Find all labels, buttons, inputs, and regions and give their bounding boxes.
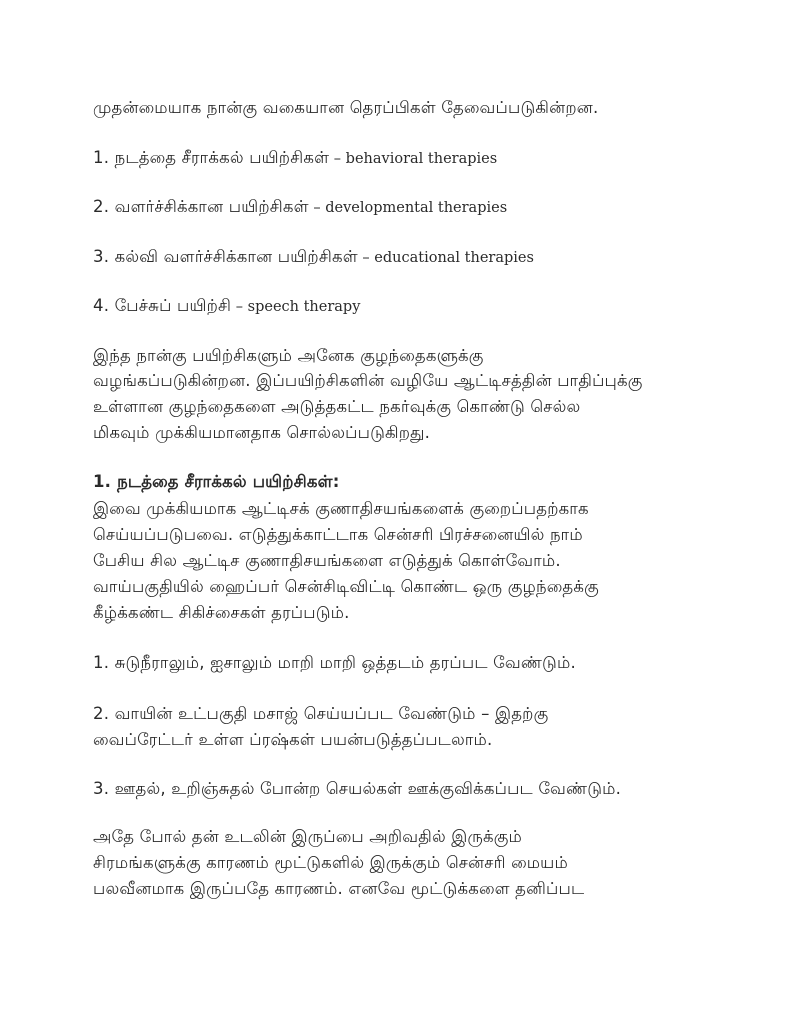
paragraph-line: வாய்பகுதியில் ஹைப்பர் சென்சிடிவிட்டி கொண்ட ஒரு குழந்தைக்கு — [93, 577, 599, 596]
therapy-name-ta: 4. பேச்சுப் பயிற்சி — [93, 296, 232, 315]
section-heading: 1. நடத்தை சீராக்கல் பயிற்சிகள்: — [93, 472, 340, 491]
paragraph-line: இவை முக்கியமாக ஆட்டிசக் குணாதிசயங்களைக் குறைப்பதற்காக — [93, 499, 589, 518]
paragraph-line: சிரமங்களுக்கு காரணம் மூட்டுகளில் இருக்கும் சென்சரி மையம் — [93, 853, 569, 872]
step-item-3: 3. ஊதல், உறிஞ்சுதல் போன்ற செயல்கள் ஊக்குவிக்கப்பட வேண்டும். — [93, 779, 622, 798]
paragraph-line: மிகவும் முக்கியமானதாக சொல்லப்படுகிறது. — [93, 423, 431, 442]
paragraph-line: உள்ளான குழந்தைகளை அடுத்தகட்ட நகர்வுக்கு கொண்டு செல்ல — [93, 397, 581, 416]
paragraph-line: பேசிய சில ஆட்டிச குணாதிசயங்களை எடுத்துக் கொள்வோம். — [93, 551, 561, 570]
therapy-name-ta: 2. வளர்ச்சிக்கான பயிற்சிகள் — [93, 197, 309, 216]
therapy-item-4 — [93, 296, 360, 317]
paragraph-line: இந்த நான்கு பயிற்சிகளும் அனேக குழந்தைகளுக்கு — [93, 346, 484, 365]
therapy-item-3 — [93, 247, 534, 268]
therapy-name-en: – developmental therapies — [308, 200, 508, 216]
therapy-name-en: – behavioral therapies — [329, 151, 498, 167]
paragraph-line: அதே போல் தன் உடலின் இருப்பை அறிவதில் இருக்கும் — [93, 827, 523, 846]
step-item-2: 2. வாயின் உட்பகுதி மசாஜ் செய்யப்பட வேண்டும் – இதற்கு — [93, 704, 549, 723]
paragraph-line: பலவீனமாக இருப்பதே காரணம். எனவே மூட்டுக்களை தனிப்பட — [93, 879, 585, 898]
paragraph-line: வழங்கப்படுகின்றன. இப்பயிற்சிகளின் வழியே ஆட்டிசத்தின் பாதிப்புக்கு — [93, 371, 643, 390]
therapy-name-en: – educational therapies — [357, 250, 534, 266]
paragraph-line: கீழ்க்கண்ட சிகிச்சைகள் தரப்படும். — [93, 603, 350, 622]
therapy-item-2 — [93, 197, 507, 218]
therapy-name-en: – speech therapy — [231, 299, 361, 315]
step-item-1: 1. சுடுநீராலும், ஐசாலும் மாறி மாறி ஒத்தடம் தரப்பட வேண்டும். — [93, 653, 576, 672]
therapy-name-ta: 3. கல்வி வளர்ச்சிக்கான பயிற்சிகள் — [93, 247, 358, 266]
therapy-name-ta: 1. நடத்தை சீராக்கல் பயிற்சிகள் — [93, 148, 330, 167]
paragraph-line: செய்யப்படுபவை. எடுத்துக்காட்டாக சென்சரி பிரச்சனையில் நாம் — [93, 525, 583, 544]
intro-line: முதன்மையாக நான்கு வகையான தெரப்பிகள் தேவைப்படுகின்றன. — [93, 98, 599, 117]
step-item-2-continued: வைப்ரேட்டர் உள்ள ப்ரஷ்கள் பயன்படுத்தப்படலாம். — [93, 730, 493, 749]
therapy-item-1 — [93, 148, 497, 169]
